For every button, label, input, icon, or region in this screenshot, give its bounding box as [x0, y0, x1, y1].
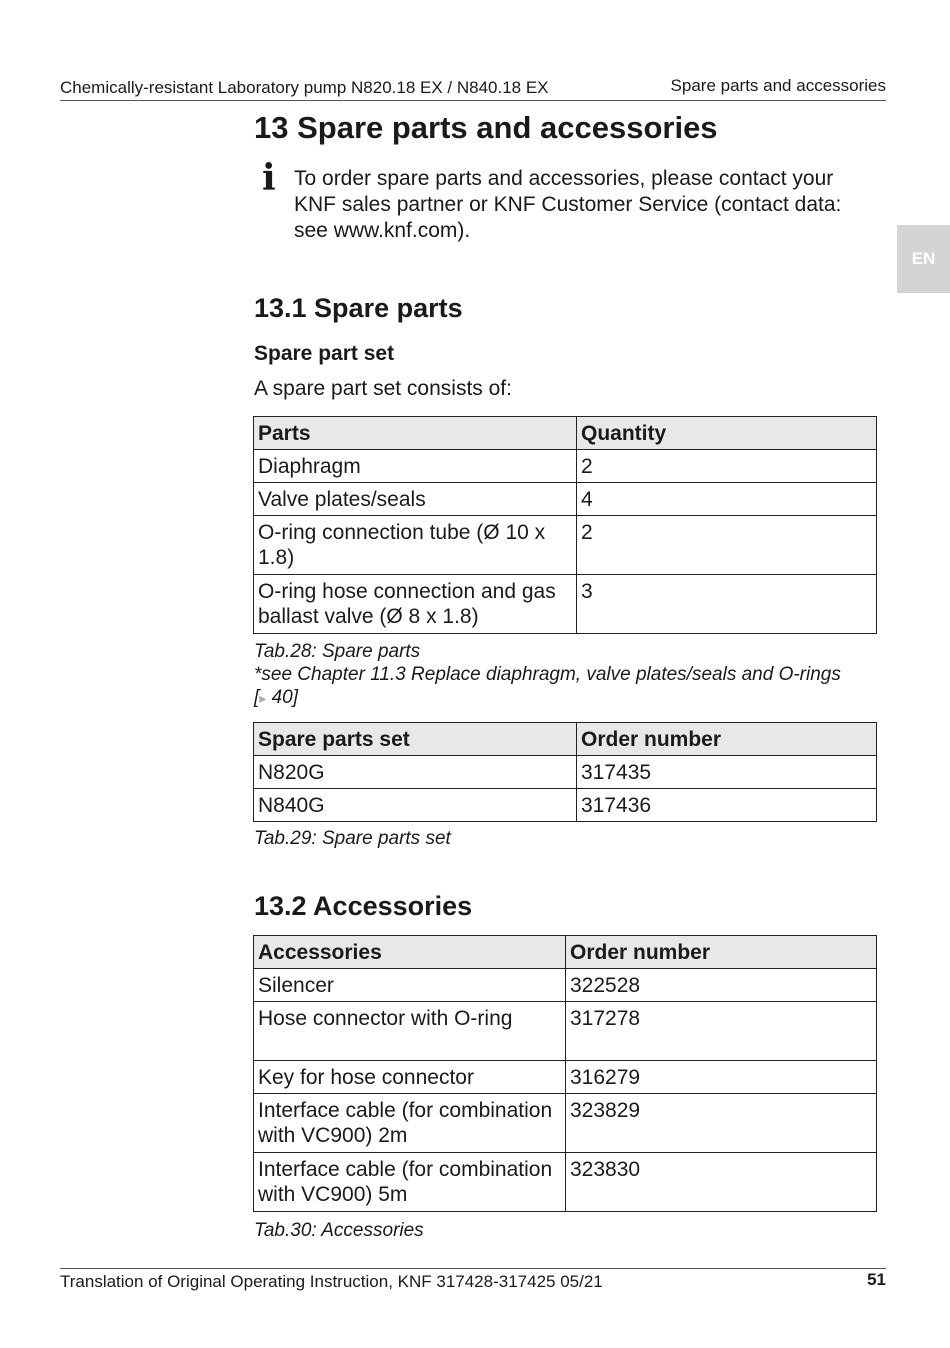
table-cell: O-ring hose connection and gas ballast valve (Ø 8 x 1.8): [254, 575, 577, 634]
page-number: 51: [867, 1270, 886, 1289]
subsection-title: Spare part set: [254, 342, 395, 365]
table-row: [254, 1061, 877, 1094]
accessories-table: [253, 935, 877, 1212]
table-header-cell: Order number: [566, 936, 877, 969]
table-cell: Valve plates/seals: [254, 483, 577, 516]
table-cell: 317435: [577, 756, 877, 789]
table-cell: 4: [577, 483, 877, 516]
table-header-cell: Spare parts set: [254, 723, 577, 756]
table-row: [254, 1153, 877, 1212]
section-title-accessories: 13.2 Accessories: [254, 891, 473, 921]
page-ref-link[interactable]: 40: [271, 687, 293, 708]
table-cell: Diaphragm: [254, 450, 577, 483]
footnote-text: *see Chapter 11.3 Replace diaphragm, valve plates/seals and O-rings [: [254, 664, 841, 708]
table-row: [254, 789, 877, 822]
parts-table: [253, 416, 877, 634]
table-header-cell: Quantity: [577, 417, 877, 450]
table-header-cell: Accessories: [254, 936, 566, 969]
table-cell: N840G: [254, 789, 577, 822]
running-header-section: Spare parts and accessories: [670, 76, 886, 95]
table-cell: Silencer: [254, 969, 566, 1002]
table-header-row: [254, 723, 877, 756]
table-header-row: [254, 417, 877, 450]
page-ref-arrow-icon: ▸: [259, 690, 267, 706]
table-caption: Tab.29: Spare parts set: [254, 828, 451, 849]
table-footnote: [254, 663, 854, 710]
table-cell: 317436: [577, 789, 877, 822]
table-row: [254, 756, 877, 789]
table-cell: 323829: [566, 1094, 877, 1153]
table-header-cell: Order number: [577, 723, 877, 756]
spare-parts-set-table: [253, 722, 877, 822]
table-cell: O-ring connection tube (Ø 10 x 1.8): [254, 516, 577, 575]
info-note: To order spare parts and accessories, please contact your KNF sales partner or KNF Customer Service (contact data: see www.knf.com).: [294, 167, 842, 242]
table-cell: 3: [577, 575, 877, 634]
table-header-row: [254, 936, 877, 969]
table-cell: Key for hose connector: [254, 1061, 566, 1094]
header-rule: [60, 100, 886, 101]
table-row: [254, 575, 877, 634]
table-row: [254, 1094, 877, 1153]
table-cell: Interface cable (for combination with VC900) 2m: [254, 1094, 566, 1153]
table-row: [254, 483, 877, 516]
running-header-title: Chemically-resistant Laboratory pump N820.18 EX / N840.18 EX: [60, 78, 549, 97]
section-title-spare-parts: 13.1 Spare parts: [254, 293, 463, 323]
intro-paragraph: A spare part set consists of:: [254, 377, 512, 400]
table-cell: N820G: [254, 756, 577, 789]
table-cell: 2: [577, 450, 877, 483]
table-row: [254, 1002, 877, 1061]
table-cell: 317278: [566, 1002, 877, 1061]
table-cell: 323830: [566, 1153, 877, 1212]
table-cell: 2: [577, 516, 877, 575]
table-cell: 316279: [566, 1061, 877, 1094]
info-icon: i: [262, 157, 276, 199]
table-row: [254, 516, 877, 575]
table-row: [254, 969, 877, 1002]
footer-text: Translation of Original Operating Instruction, KNF 317428-317425 05/21: [60, 1272, 603, 1291]
footnote-text-end: ]: [292, 687, 299, 708]
language-tab: EN: [897, 225, 950, 293]
table-caption: Tab.30: Accessories: [254, 1220, 424, 1241]
table-cell: Hose connector with O-ring: [254, 1002, 566, 1061]
footer-rule: [60, 1268, 886, 1269]
table-row: [254, 450, 877, 483]
table-header-cell: Parts: [254, 417, 577, 450]
chapter-title: 13 Spare parts and accessories: [254, 110, 718, 145]
table-cell: Interface cable (for combination with VC900) 5m: [254, 1153, 566, 1212]
table-cell: 322528: [566, 969, 877, 1002]
table-caption: Tab.28: Spare parts: [254, 641, 421, 662]
